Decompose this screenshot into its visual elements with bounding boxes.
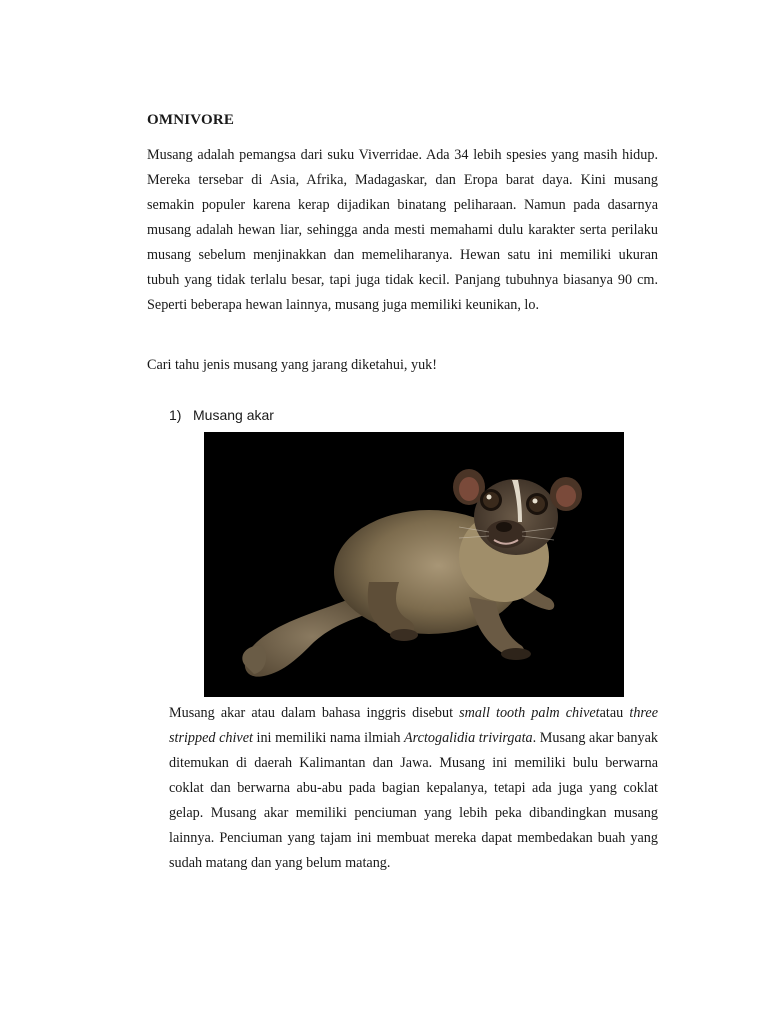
prompt-text: Cari tahu jenis musang yang jarang diketahui, yuk! [147, 357, 437, 373]
desc-text-4: . Musang akar banyak ditemukan di daerah Kalimantan dan Jawa. Musang ini memiliki bulu berwarna coklat dan berwarna abu-abu pada bagian kepalanya, tetapi ada juga yang coklat gelap. Musang akar memiliki penciuman yang lebih peka dibandingkan musang lainnya. Penciuman yang tajam ini membuat mereka dapat membedakan buah yang sudah matang dan yang belum matang. [169, 730, 658, 871]
desc-text-2: atau [599, 705, 630, 721]
list-item [169, 403, 274, 428]
desc-text-1: Musang akar atau dalam bahasa inggris disebut [169, 705, 460, 721]
desc-english-name-2: three stripped chivet [169, 705, 658, 746]
intro-paragraph: Musang adalah pemangsa dari suku Viverridae. Ada 34 lebih spesies yang masih hidup. Mereka tersebar di Asia, Afrika, Madagaskar, dan Eropa barat daya. Kini musang semakin populer karena kerap dijadikan binatang peliharaan. Namun pada dasarnya musang adalah hewan liar, sehingga anda mesti memahami dulu karakter serta perilaku musang sebelum menjinakkan dan memeliharanya. Hewan satu ini memiliki ukuran tubuh yang tidak terlalu besar, tapi juga tidak kecil. Panjang tubuhnya biasanya 90 cm. Seperti beberapa hewan lainnya, musang juga memiliki keunikan, lo. [147, 147, 658, 313]
desc-english-name-1: small tooth palm chivet [459, 705, 600, 721]
list-item-title: Musang akar [193, 407, 274, 423]
list-item-description [169, 701, 658, 876]
section-heading: OMNIVORE [147, 112, 235, 128]
list-item-number: 1) [169, 407, 182, 423]
musang-akar-photo [204, 432, 624, 697]
desc-text-3: ini memiliki nama ilmiah [252, 730, 404, 746]
desc-scientific-name: Arctogalidia trivirgata [404, 730, 533, 746]
